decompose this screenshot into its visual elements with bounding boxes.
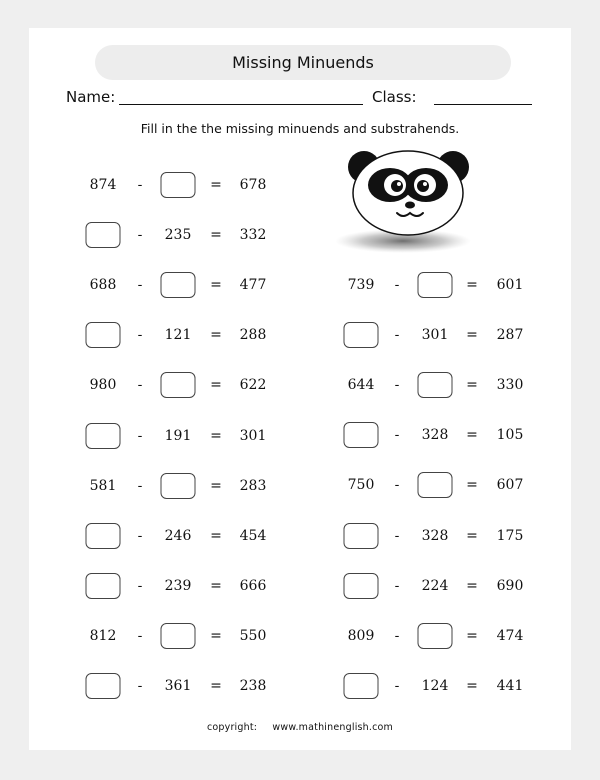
difference: 690 xyxy=(496,577,524,594)
minus-sign: - xyxy=(137,327,143,344)
difference: 477 xyxy=(239,277,267,294)
minuend: 812 xyxy=(89,627,117,644)
minus-sign: - xyxy=(394,327,400,344)
minuend: 688 xyxy=(89,277,117,294)
equals-sign: = xyxy=(210,177,222,193)
equals-sign: = xyxy=(466,277,478,293)
difference: 238 xyxy=(239,678,267,694)
answer-box[interactable] xyxy=(86,222,121,248)
minuend: 980 xyxy=(89,377,117,394)
equals-sign: = xyxy=(466,527,478,544)
answer-box[interactable] xyxy=(161,372,196,398)
difference: 301 xyxy=(239,427,267,444)
equals-sign: = xyxy=(466,577,478,594)
difference: 330 xyxy=(496,377,524,394)
subtrahend: 235 xyxy=(164,227,192,244)
equals-sign: = xyxy=(210,627,222,644)
answer-box[interactable] xyxy=(418,372,453,398)
answer-box[interactable] xyxy=(344,523,379,549)
minus-sign: - xyxy=(137,527,143,544)
difference: 622 xyxy=(239,377,267,394)
subtrahend: 191 xyxy=(164,427,192,444)
minus-sign: - xyxy=(137,377,143,394)
footer-site: www.mathinenglish.com xyxy=(272,722,394,733)
difference: 175 xyxy=(496,527,524,544)
equals-sign: = xyxy=(210,678,222,694)
subtrahend: 328 xyxy=(421,427,449,444)
equals-sign: = xyxy=(210,577,222,594)
minuend: 644 xyxy=(347,377,375,394)
answer-box[interactable] xyxy=(86,673,121,699)
equals-sign: = xyxy=(210,477,222,494)
difference: 105 xyxy=(496,427,524,444)
difference: 332 xyxy=(239,227,267,244)
minus-sign: - xyxy=(137,678,143,694)
minuend: 750 xyxy=(347,477,375,494)
answer-box[interactable] xyxy=(161,623,196,649)
subtrahend: 328 xyxy=(421,527,449,544)
difference: 454 xyxy=(239,527,267,544)
instructions: Fill in the the missing minuends and substrahends. xyxy=(140,121,460,136)
answer-box[interactable] xyxy=(161,272,196,298)
minus-sign: - xyxy=(394,277,400,293)
difference: 288 xyxy=(239,327,267,344)
minus-sign: - xyxy=(394,377,400,394)
minus-sign: - xyxy=(394,627,400,644)
equals-sign: = xyxy=(466,427,478,444)
minus-sign: - xyxy=(137,427,143,444)
difference: 474 xyxy=(496,627,524,644)
subtrahend: 124 xyxy=(421,677,449,694)
equals-sign: = xyxy=(210,427,222,444)
class-field-line[interactable] xyxy=(434,104,532,105)
footer xyxy=(0,722,600,733)
answer-box[interactable] xyxy=(86,423,121,449)
subtrahend: 361 xyxy=(164,678,192,694)
answer-box[interactable] xyxy=(418,472,453,498)
minuend: 874 xyxy=(89,177,117,193)
minus-sign: - xyxy=(137,227,143,244)
class-label: Class: xyxy=(372,88,417,106)
panda-face-icon xyxy=(333,145,493,265)
answer-box[interactable] xyxy=(418,623,453,649)
answer-box[interactable] xyxy=(86,322,121,348)
minus-sign: - xyxy=(137,277,143,294)
minus-sign: - xyxy=(137,477,143,494)
difference: 550 xyxy=(239,627,267,644)
difference: 283 xyxy=(239,477,267,494)
subtrahend: 246 xyxy=(164,527,192,544)
minus-sign: - xyxy=(394,527,400,544)
minuend: 739 xyxy=(347,277,375,293)
subtrahend: 121 xyxy=(164,327,192,344)
answer-box[interactable] xyxy=(161,172,196,198)
difference: 607 xyxy=(496,477,524,494)
difference: 287 xyxy=(496,327,524,344)
equals-sign: = xyxy=(210,527,222,544)
equals-sign: = xyxy=(466,477,478,494)
subtrahend: 224 xyxy=(421,577,449,594)
equals-sign: = xyxy=(466,677,478,694)
difference: 601 xyxy=(496,277,524,293)
minus-sign: - xyxy=(394,677,400,694)
equals-sign: = xyxy=(210,327,222,344)
answer-box[interactable] xyxy=(344,422,379,448)
name-field-line[interactable] xyxy=(119,104,363,105)
minuend: 581 xyxy=(89,477,117,494)
minuend: 809 xyxy=(347,627,375,644)
equals-sign: = xyxy=(210,377,222,394)
footer-copyright: copyright: xyxy=(206,722,258,733)
answer-box[interactable] xyxy=(344,573,379,599)
minus-sign: - xyxy=(137,177,143,193)
minus-sign: - xyxy=(137,577,143,594)
subtrahend: 239 xyxy=(164,577,192,594)
name-label: Name: xyxy=(66,88,116,106)
answer-box[interactable] xyxy=(86,523,121,549)
answer-box[interactable] xyxy=(418,272,453,298)
answer-box[interactable] xyxy=(344,322,379,348)
minus-sign: - xyxy=(137,627,143,644)
equals-sign: = xyxy=(466,377,478,394)
equals-sign: = xyxy=(210,227,222,244)
worksheet-title xyxy=(95,45,511,80)
equals-sign: = xyxy=(466,627,478,644)
subtrahend: 301 xyxy=(421,327,449,344)
minus-sign: - xyxy=(394,577,400,594)
answer-box[interactable] xyxy=(161,473,196,499)
answer-box[interactable] xyxy=(86,573,121,599)
title-text: Missing Minuends xyxy=(232,53,374,72)
difference: 666 xyxy=(239,577,267,594)
difference: 678 xyxy=(239,177,267,193)
equals-sign: = xyxy=(210,277,222,294)
equals-sign: = xyxy=(466,327,478,344)
difference: 441 xyxy=(496,677,524,694)
name-class-row xyxy=(66,88,536,112)
minus-sign: - xyxy=(394,427,400,444)
minus-sign: - xyxy=(394,477,400,494)
answer-box[interactable] xyxy=(344,673,379,699)
